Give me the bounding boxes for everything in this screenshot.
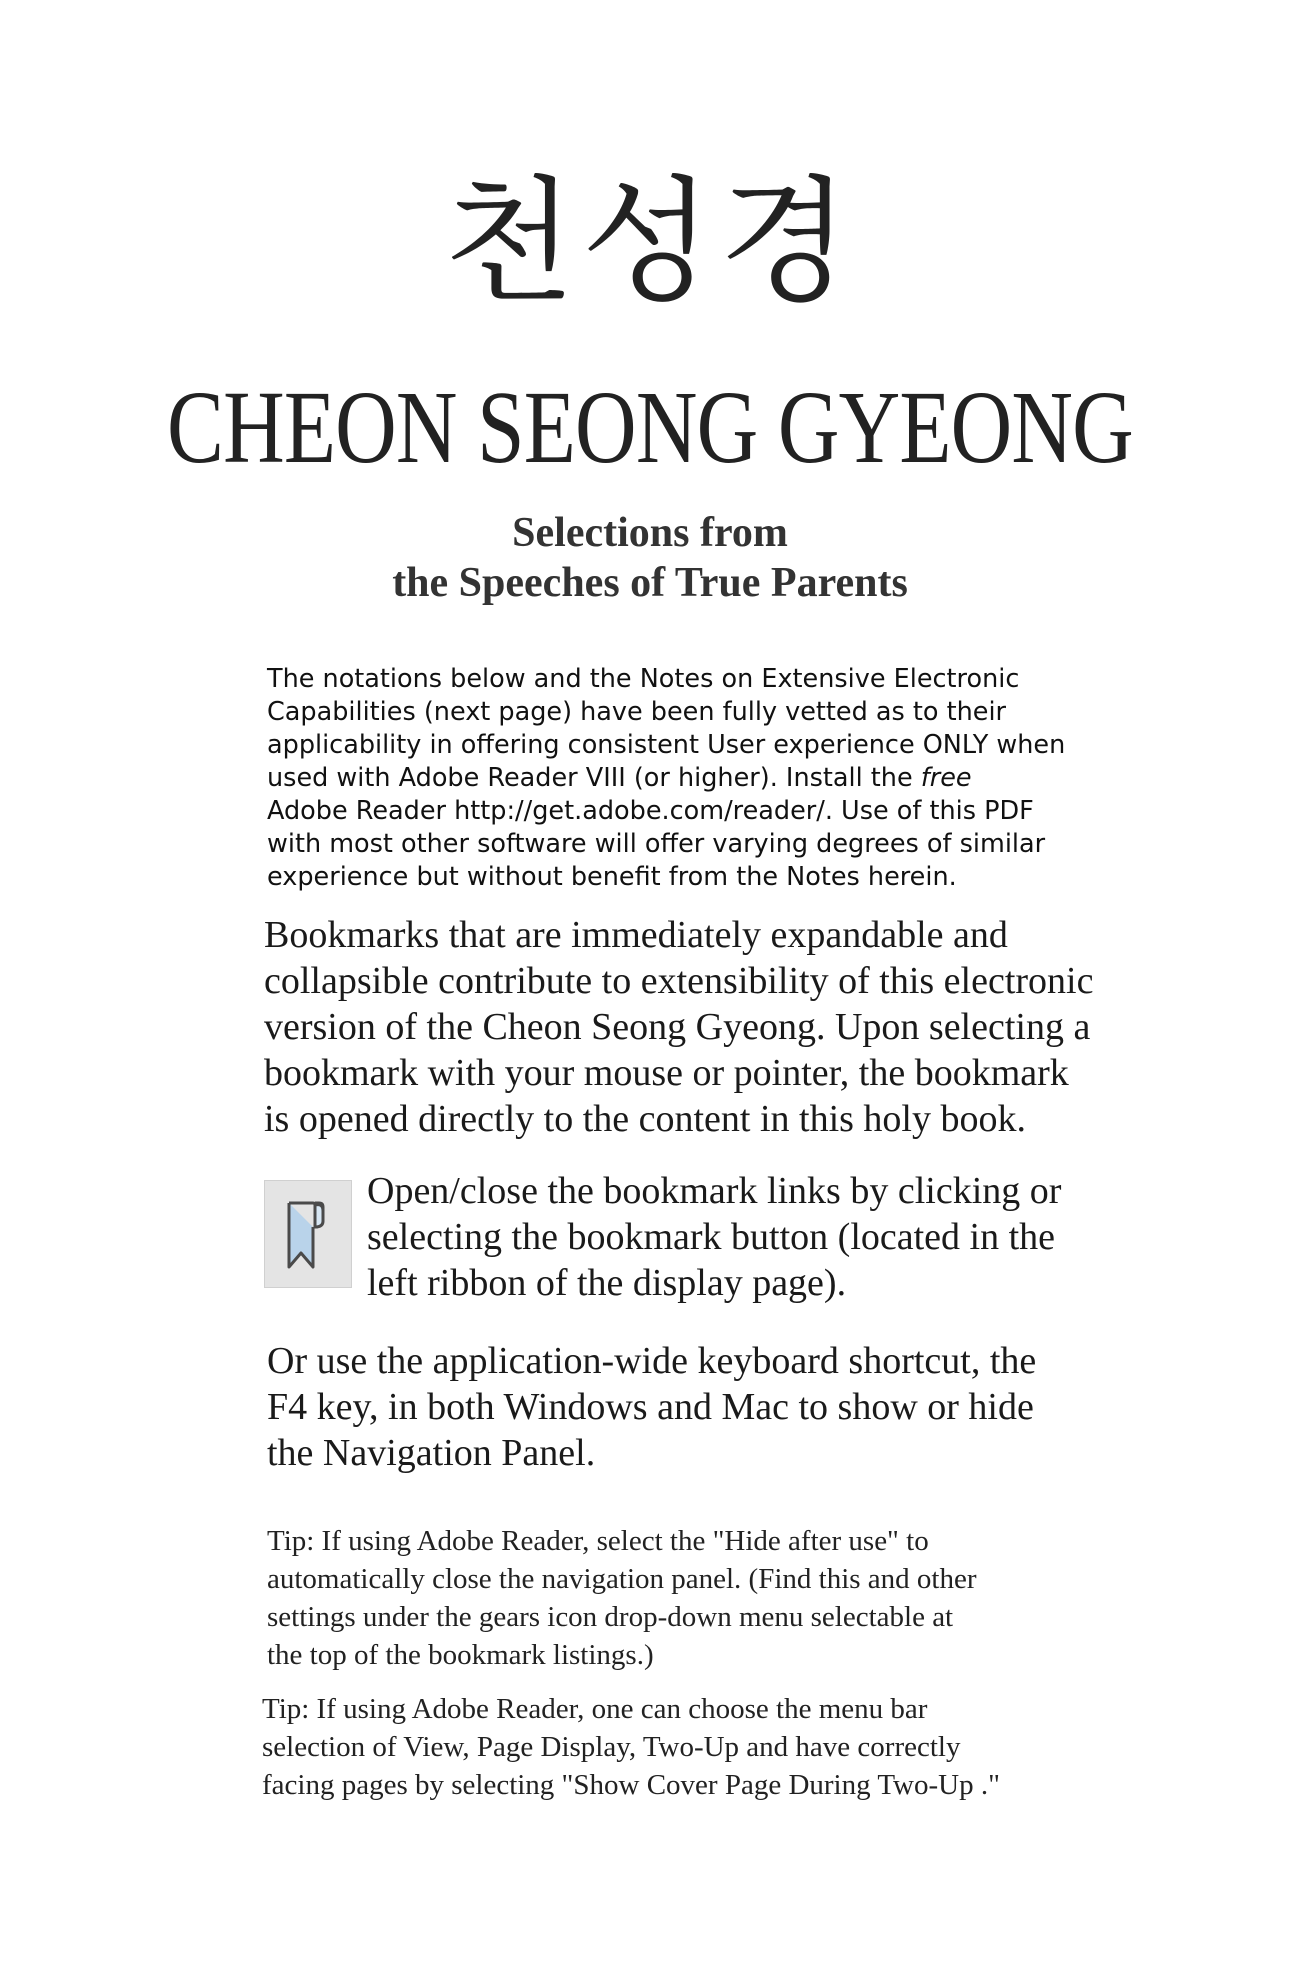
tip-hide-after-use bbox=[267, 1522, 1127, 1674]
notice-line: with most other software will offer varying degrees of similar bbox=[267, 829, 1046, 859]
paragraph-line: collapsible contribute to extensibility of this electronic bbox=[264, 960, 1094, 1002]
keyboard-shortcut-paragraph bbox=[267, 1338, 1127, 1476]
paragraph-line: selecting the bookmark button (located in the bbox=[367, 1216, 1056, 1258]
tip-line: facing pages by selecting "Show Cover Page During Two-Up ." bbox=[262, 1769, 1000, 1801]
tip-line: Tip: If using Adobe Reader, select the "Hide after use" to bbox=[267, 1525, 929, 1557]
bookmarks-paragraph bbox=[264, 912, 1144, 1142]
notice-line: Capabilities (next page) have been fully vetted as to their bbox=[267, 697, 1007, 727]
notice-line: experience but without benefit from the Notes herein. bbox=[267, 862, 957, 892]
korean-title: 천성경 bbox=[443, 164, 857, 322]
tip-line: selection of View, Page Display, Two-Up and have correctly bbox=[262, 1731, 961, 1763]
notice-line-text: used with Adobe Reader VIII (or higher). Install the bbox=[267, 763, 921, 793]
tip-line: automatically close the navigation panel. (Find this and other bbox=[267, 1563, 977, 1595]
bookmark-button-text bbox=[367, 1168, 1127, 1306]
tip-line: Tip: If using Adobe Reader, one can choose the menu bar bbox=[262, 1693, 928, 1725]
paragraph-line: Open/close the bookmark links by clicking or bbox=[367, 1170, 1062, 1212]
paragraph-line: version of the Cheon Seong Gyeong. Upon selecting a bbox=[264, 1006, 1091, 1048]
paragraph-line: F4 key, in both Windows and Mac to show or hide bbox=[267, 1386, 1034, 1428]
tip-two-up-display bbox=[262, 1690, 1142, 1804]
paragraph-line: is opened directly to the content in this holy book. bbox=[264, 1098, 1026, 1140]
notice-line: applicability in offering consistent User experience ONLY when bbox=[267, 730, 1066, 760]
notice-line bbox=[267, 762, 1147, 795]
tip-line: settings under the gears icon drop-down menu selectable at bbox=[267, 1601, 954, 1633]
paragraph-line: bookmark with your mouse or pointer, the bookmark bbox=[264, 1052, 1069, 1094]
page-title: CHEON SEONG GYEONG bbox=[167, 370, 1133, 485]
paragraph-line: Or use the application-wide keyboard shortcut, the bbox=[267, 1340, 1037, 1382]
compatibility-notice bbox=[267, 663, 1147, 894]
bookmark-icon bbox=[264, 1180, 352, 1288]
bookmark-icon-graphic bbox=[283, 1197, 333, 1273]
subtitle bbox=[0, 508, 1300, 608]
subtitle-line-1: Selections from bbox=[512, 510, 788, 556]
paragraph-line: Bookmarks that are immediately expandable and bbox=[264, 914, 1008, 956]
free-emphasis: free bbox=[920, 763, 972, 793]
subtitle-line-2: the Speeches of True Parents bbox=[392, 560, 908, 606]
paragraph-line: the Navigation Panel. bbox=[267, 1432, 596, 1474]
paragraph-line: left ribbon of the display page). bbox=[367, 1262, 847, 1304]
bookmark-button-instructions bbox=[264, 1168, 1144, 1308]
notice-line: The notations below and the Notes on Extensive Electronic bbox=[267, 664, 1020, 694]
notice-line: Adobe Reader http://get.adobe.com/reader/. Use of this PDF bbox=[267, 796, 1034, 826]
tip-line: the top of the bookmark listings.) bbox=[267, 1639, 654, 1671]
